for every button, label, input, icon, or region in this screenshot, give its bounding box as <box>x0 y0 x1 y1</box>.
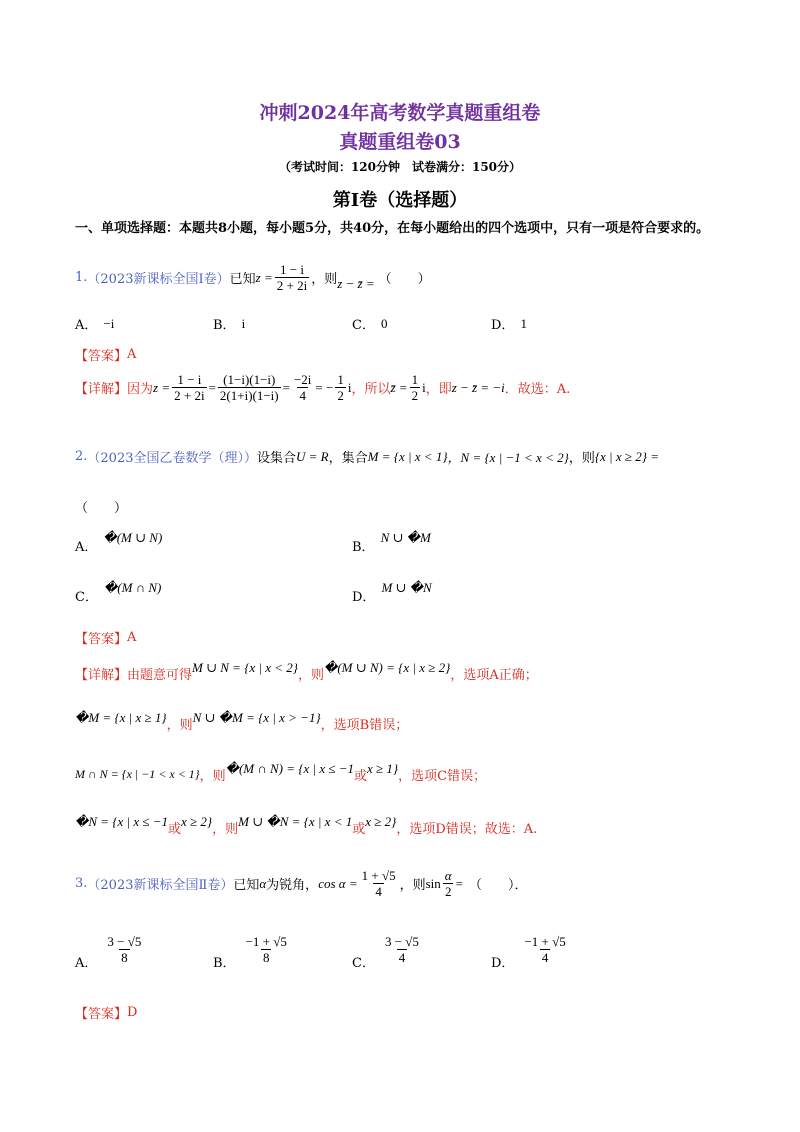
text-fragment: �N = {x | x ≤ −1 <box>75 813 168 829</box>
option-b <box>213 314 245 333</box>
fraction <box>172 372 206 403</box>
text-fragment: M ∩ N = {x | −1 < x < 1} <box>75 767 200 781</box>
text-fragment: −1 + √5 <box>245 934 287 949</box>
text-fragment: A． <box>75 540 98 555</box>
text-fragment: = <box>282 379 290 395</box>
text-fragment: 1 <box>337 372 344 387</box>
text-fragment: N ∪ �M <box>380 529 431 545</box>
text-fragment: x ≥ 2} <box>181 813 213 829</box>
text-fragment: U = R <box>296 448 329 464</box>
text-fragment: = <box>455 875 463 891</box>
section-heading: 一、单项选择题：本题共8小题，每小题5分，共40分，在每小题给出的四个选项中，只有一项是符合要求的。 <box>75 221 710 236</box>
text-fragment: 4 <box>398 950 406 965</box>
text-fragment: 4 <box>375 884 382 899</box>
text-fragment: ，则 <box>297 668 324 683</box>
question-number: 3. <box>75 876 88 891</box>
text-fragment: −i <box>103 315 115 331</box>
text-fragment: z̄ = <box>390 379 408 395</box>
text-fragment: ，即 <box>425 382 452 397</box>
text-fragment: D． <box>352 590 376 605</box>
text-fragment: B． <box>213 956 236 971</box>
text-fragment: cos α = <box>318 875 358 891</box>
fraction <box>522 934 567 965</box>
text-fragment: C． <box>352 956 375 971</box>
text-fragment: 2 <box>444 884 452 899</box>
text-fragment: 4 <box>299 388 306 403</box>
text-fragment: 1 + √5 <box>361 868 396 883</box>
text-fragment: �(M ∪ N) = {x | x ≥ 2} <box>324 659 451 675</box>
text-fragment: 为锐角， <box>266 878 319 893</box>
option-d <box>491 314 527 333</box>
answer-1 <box>75 345 136 364</box>
option-d <box>352 579 432 605</box>
text-fragment: 1 − i <box>177 372 202 387</box>
option-b <box>213 934 291 971</box>
text-fragment: ，则 <box>568 451 595 466</box>
text-fragment: 【答案】 <box>75 632 128 647</box>
question-number: 1. <box>75 270 88 285</box>
question-2-paren <box>75 497 127 516</box>
detail-1 <box>75 372 570 403</box>
text-fragment: 已知 <box>233 878 260 893</box>
fraction <box>410 372 421 403</box>
text-fragment: �(M ∪ N) <box>103 529 163 545</box>
option-c <box>352 314 387 333</box>
text-fragment: M ∪ �N = {x | x < 1 <box>238 813 353 829</box>
text-fragment: x ≥ 1} <box>367 760 399 776</box>
text-fragment: �(M ∩ N) = {x | x ≤ −1 <box>225 760 354 776</box>
text-fragment: z − z̄ = −i <box>451 379 505 395</box>
stem-text: 已知 <box>229 272 256 287</box>
text-fragment: x ≥ 2} <box>365 813 397 829</box>
text-fragment: 【答案】 <box>75 349 128 364</box>
text-fragment: �(M ∩ N) <box>103 579 162 595</box>
option-c <box>75 579 162 605</box>
text-fragment: = <box>208 379 216 395</box>
text-fragment: α <box>259 875 267 891</box>
text-fragment: M ∪ N = {x | x < 2} <box>192 659 298 675</box>
text-fragment: 3 − √5 <box>384 934 419 949</box>
text-fragment: 2(1+i)(1−i) <box>219 388 279 403</box>
text-fragment: sin <box>425 875 441 891</box>
text-fragment: B． <box>213 318 236 333</box>
question-source: （2023新课标全国Ⅱ卷） <box>87 878 234 893</box>
fraction <box>443 868 454 899</box>
text-fragment: z = <box>153 379 171 395</box>
text-fragment: ，则 <box>199 769 226 784</box>
detail-2-line-2 <box>75 709 409 733</box>
text-fragment: ，则 <box>166 718 193 733</box>
fraction <box>335 372 346 403</box>
text-fragment: （ ）． <box>468 878 528 893</box>
text-fragment: C． <box>352 318 375 333</box>
text-fragment: ，选项A正确； <box>450 668 538 683</box>
option-d <box>491 934 570 971</box>
text-fragment: A <box>127 347 137 362</box>
option-a <box>75 314 114 333</box>
text-fragment: 1 <box>411 372 419 387</box>
math-z: z = <box>255 269 273 285</box>
text-fragment: i <box>241 315 246 331</box>
text-fragment: ．故选：A. <box>504 382 571 397</box>
answer-2 <box>75 628 136 647</box>
fraction-denominator: 2 + 2i <box>276 278 308 293</box>
fraction <box>292 372 313 403</box>
text-fragment: 因为 <box>127 382 154 397</box>
text-fragment: 设集合 <box>257 451 297 466</box>
text-fragment: B． <box>352 540 375 555</box>
text-fragment: 或 <box>352 822 366 837</box>
text-fragment: i <box>422 379 426 395</box>
text-fragment: ，选项C错误； <box>398 769 487 784</box>
question-1-stem <box>75 262 431 293</box>
exam-subtitle: 真题重组卷03 <box>339 131 461 153</box>
text-fragment: C． <box>75 590 98 605</box>
text-fragment: −1 + √5 <box>524 934 566 949</box>
fraction-numerator: 1 − i <box>280 262 304 277</box>
text-fragment: A． <box>75 956 98 971</box>
fraction <box>360 868 398 899</box>
math-expression: z − z̄ = <box>337 275 375 291</box>
text-fragment: α <box>444 868 452 883</box>
text-fragment: = − <box>315 379 334 395</box>
exam-title: 冲刺2024年高考数学真题重组卷 <box>259 102 541 124</box>
text-fragment: 4 <box>541 950 549 965</box>
option-a <box>75 529 163 555</box>
text-fragment: （ ） <box>75 501 128 516</box>
text-fragment: 2 <box>411 388 419 403</box>
text-fragment: 8 <box>262 950 270 965</box>
text-fragment: ，则 <box>212 822 239 837</box>
text-fragment: 2 <box>337 388 344 403</box>
answer-paren: （ ） <box>378 272 431 287</box>
stem-text: ，则 <box>311 272 338 287</box>
text-fragment: 由题意可得 <box>127 668 193 683</box>
question-number: 2. <box>75 449 88 464</box>
option-c <box>352 934 423 971</box>
option-b <box>352 529 431 555</box>
fraction <box>218 372 281 403</box>
text-fragment: M ∪ �N <box>381 579 432 595</box>
part-title: 第I卷（选择题） <box>332 190 468 211</box>
question-source: （2023新课标全国Ⅰ卷） <box>87 272 230 287</box>
text-fragment: A <box>127 630 137 645</box>
text-fragment: M = {x | x < 1} <box>367 448 448 464</box>
question-2-stem <box>75 447 659 466</box>
answer-3 <box>75 1003 137 1022</box>
fraction <box>383 934 421 965</box>
text-fragment: −2i <box>293 372 312 387</box>
detail-2-line-4 <box>75 813 538 837</box>
fraction <box>275 262 309 293</box>
text-fragment: 0 <box>380 315 388 331</box>
text-fragment: D． <box>491 956 515 971</box>
text-fragment: 或 <box>354 769 368 784</box>
text-fragment: ，选项D错误；故选：A. <box>396 822 538 837</box>
text-fragment: 【答案】 <box>75 1007 128 1022</box>
text-fragment: {x | x ≥ 2} = <box>594 448 659 464</box>
text-fragment: 【详解】 <box>75 668 128 683</box>
text-fragment: �M = {x | x ≥ 1} <box>75 709 167 725</box>
option-a <box>75 934 145 971</box>
text-fragment: ，选项B错误； <box>320 718 409 733</box>
text-fragment: A． <box>75 318 98 333</box>
fraction <box>105 934 143 965</box>
text-fragment: ，所以 <box>351 382 391 397</box>
fraction <box>244 934 289 965</box>
text-fragment: D <box>127 1005 138 1020</box>
text-fragment: N ∪ �M = {x | x > −1} <box>192 709 321 725</box>
text-fragment: (1−i)(1−i) <box>223 372 276 387</box>
detail-2-line-3 <box>75 760 487 784</box>
text-fragment: D． <box>491 318 515 333</box>
text-fragment: i <box>347 379 352 395</box>
exam-info: （考试时间：120分钟 试卷满分：150分） <box>278 160 522 174</box>
question-source: （2023全国乙卷数学（理）） <box>87 451 257 466</box>
text-fragment: 或 <box>168 822 182 837</box>
text-fragment: 3 − √5 <box>107 934 142 949</box>
text-fragment: 8 <box>121 950 128 965</box>
text-fragment: 1 <box>520 315 527 331</box>
text-fragment: ，则 <box>399 878 426 893</box>
text-fragment: ，集合 <box>328 451 368 466</box>
text-fragment: ，N = {x | −1 < x < 2} <box>447 450 569 465</box>
detail-2-line-1 <box>75 659 538 683</box>
question-3-stem <box>75 868 527 899</box>
text-fragment: 【详解】 <box>75 382 128 397</box>
text-fragment: 2 + 2i <box>174 388 205 403</box>
